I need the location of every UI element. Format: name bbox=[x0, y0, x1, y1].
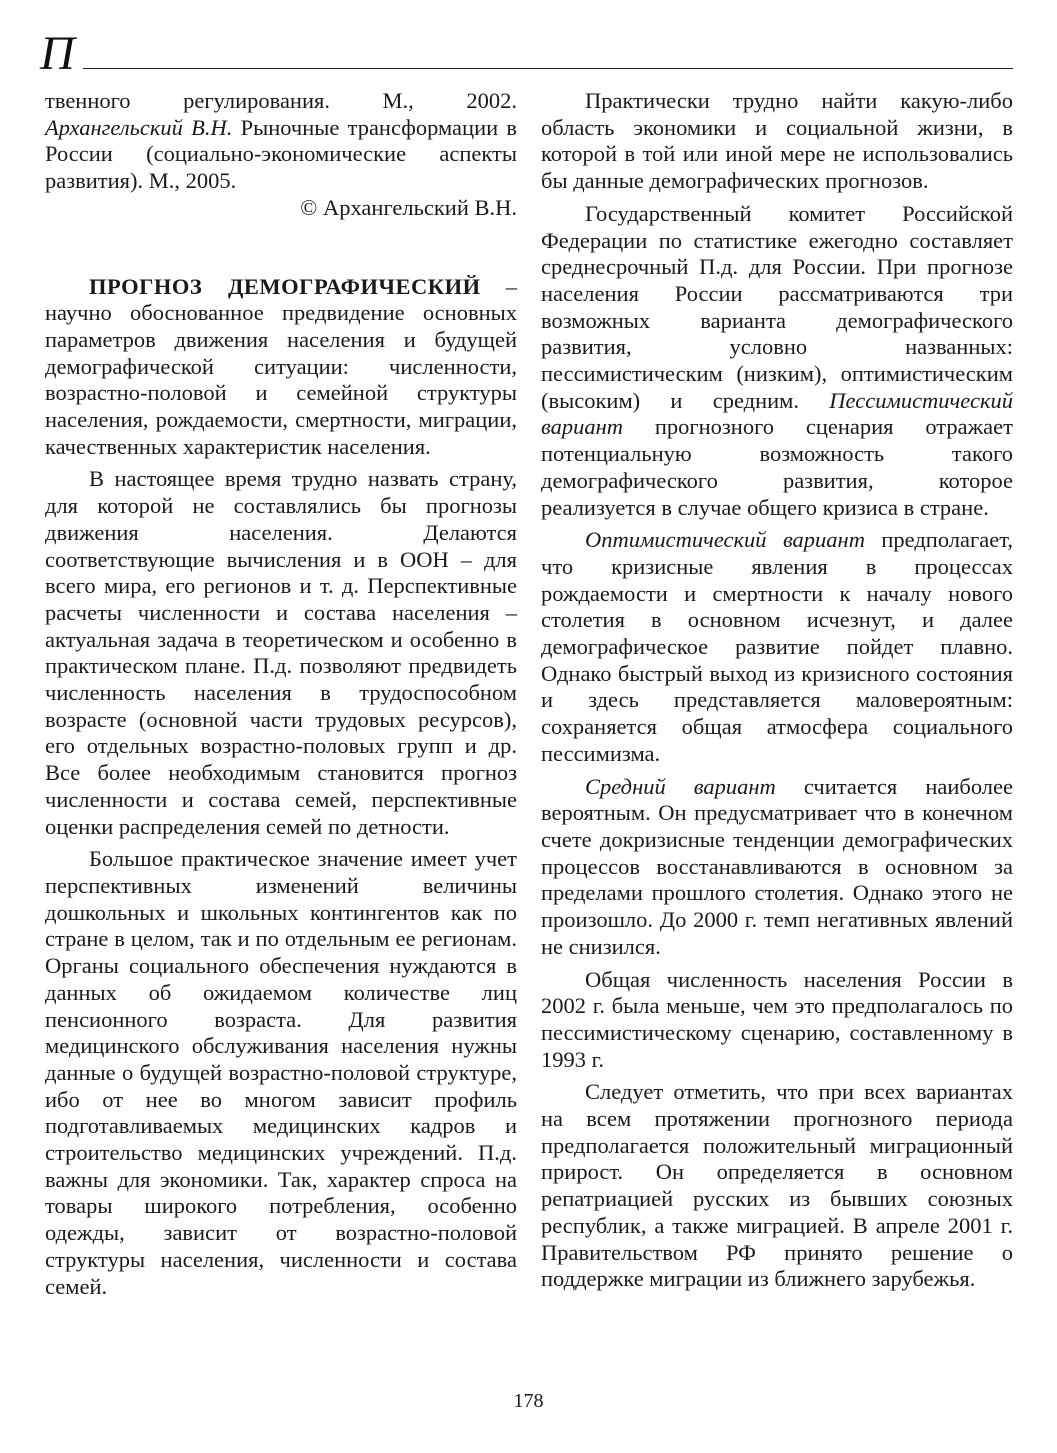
reference-paragraph bbox=[45, 88, 517, 195]
paragraph bbox=[541, 201, 1013, 521]
paragraph: В настоящее время трудно назвать страну, для которой не составлялись бы прогнозы движения населения. Делаются соответствующие вычисления и в ООН – для всего мира, его регионов и т. д. Перспективные расчеты численности и состава населения – актуальная задача в теоретическом и особенно в практическом плане. П.д. позволяют предвидеть численность населения в трудоспособном возрасте (основной части трудовых ресурсов), его отдельных возрастно-половых групп и др. Все более необходимым становится прогноз численности и состава семей, перспективные оценки распределения семей по детности. bbox=[45, 466, 517, 839]
reference-text-end: Рыночные трансформации в России (социально-экономические аспекты развития). М., 2005. bbox=[45, 114, 517, 194]
paragraph: Большое практическое значение имеет учет перспективных изменений величины дошкольных и школьных контингентов как по стране в целом, так и по отдельным ее регионам. Органы социального обеспечения нуждаются в данных об ожидаемом количестве лиц пенсионного возраста. Для развития медицинского обслуживания населения нужны данные о будущей возрастно-половой структуре, ибо от нее во многом зависит профиль подготавливаемых медицинских кадров и строительство медицинских учреждений. П.д. важны для экономики. Так, характер спроса на товары широкого потребления, особенно одежды, зависит от возрастно-половой структуры населения, численности и состава семей. bbox=[45, 846, 517, 1299]
reference-text-start: твенного регулирования. М., 2002. bbox=[45, 88, 517, 113]
left-column bbox=[45, 88, 517, 1300]
paragraph: Общая численность населения России в 2002 г. была меньше, чем это предполагалось по пессимистическому сценарию, составленному в 1993 г. bbox=[541, 966, 1013, 1072]
variant-name-optimistic: Оптимистический вариант bbox=[585, 527, 865, 553]
entry-definition bbox=[45, 274, 517, 461]
entry-term: ПРОГНОЗ ДЕМОГРАФИЧЕСКИЙ bbox=[89, 273, 481, 299]
reference-author: Архангельский В.Н. bbox=[45, 114, 233, 140]
variant-name-pessimistic: Пессимистический вариант bbox=[541, 387, 1013, 440]
page-number: 178 bbox=[513, 1390, 544, 1412]
section-letter: П bbox=[40, 27, 75, 80]
variant-name-medium: Средний вариант bbox=[585, 773, 776, 799]
header-rule bbox=[83, 68, 1013, 69]
paragraph-text: предполагает, что кризисные явления в процессах рождаемости и смертности к началу нового столетия в основном исчезнут, и далее демографическое развитие пойдет плавно. Однако быстрый выход из кризисного состояния и здесь представляется маловероятным: сохраняется общая атмосфера социального пессимизма. bbox=[541, 527, 1013, 766]
copyright-line: © Архангельский В.Н. bbox=[300, 194, 517, 220]
paragraph-text: Государственный комитет Российской Федерации по статистике ежегодно составляет среднесрочный П.д. для России. При прогнозе населения России рассматриваются три возможных варианта демографического развития, условно названных: пессимистическим (низким), оптимистическим (высоким) и средним. bbox=[541, 200, 1013, 413]
entry-definition-text: – научно обоснованное предвидение основных параметров движения населения и будущей демографической ситуации: численности, возрастно-половой и семейной структуры населения, рождаемости, смертности, миграции, качественных характеристик населения. bbox=[45, 273, 517, 459]
paragraph bbox=[541, 774, 1013, 961]
paragraph-text: считается наиболее вероятным. Он предусматривает что в конечном счете докризисные тенденции демографических процессов восстанавливаются в основном за пределами прошлого столетия. Однако этого не произошло. До 2000 г. темп негативных явлений не снизился. bbox=[541, 773, 1013, 959]
paragraph bbox=[541, 527, 1013, 767]
entry-gap bbox=[45, 222, 517, 274]
paragraph-text: прогнозного сценария отражает потенциальную возможность такого демографического развития, которое реализуется в случае общего кризиса в стране. bbox=[541, 414, 1013, 520]
paragraph: Практически трудно найти какую-либо область экономики и социальной жизни, в которой в той или иной мере не использовались бы данные демографических прогнозов. bbox=[541, 88, 1013, 194]
right-column bbox=[541, 88, 1013, 1293]
paragraph: Следует отметить, что при всех вариантах на всем протяжении прогнозного периода предполагается положительный миграционный прирост. Он определяется в основном репатриацией русских из бывших союзных республик, а также миграцией. В апреле 2001 г. Правительством РФ принято решение о поддержке миграции из ближнего зарубежья. bbox=[541, 1079, 1013, 1292]
